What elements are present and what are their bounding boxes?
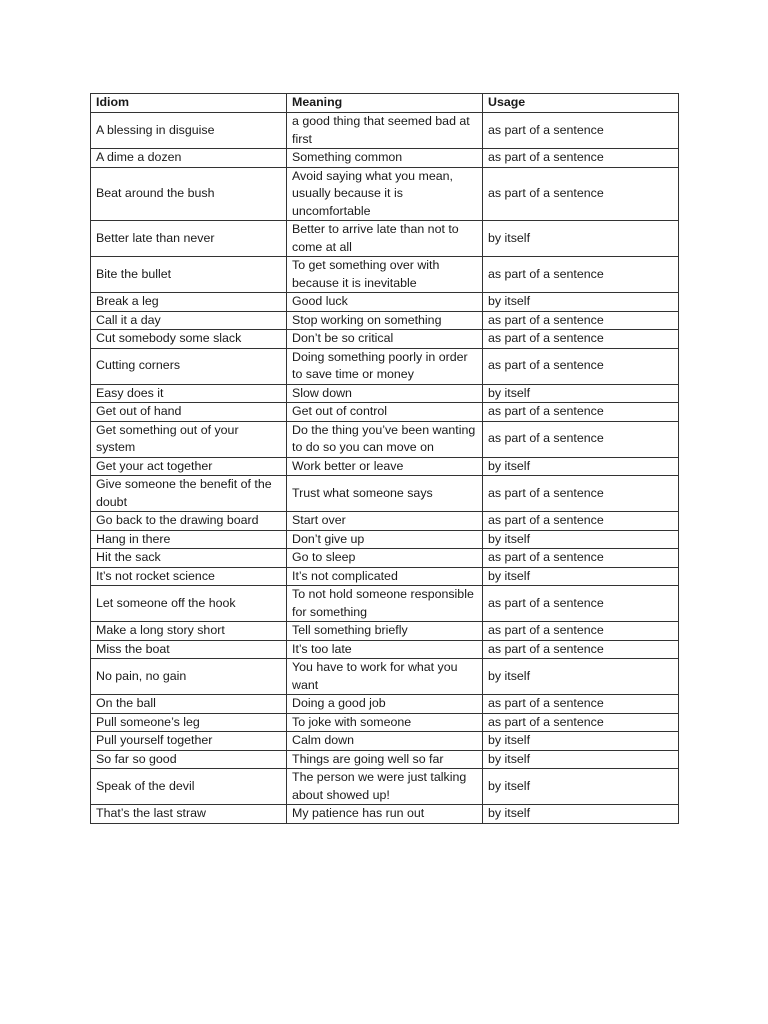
table-row (91, 530, 679, 549)
cell-idiom: Break a leg (91, 293, 287, 312)
cell-meaning: It’s not complicated (287, 567, 483, 586)
cell-meaning: To not hold someone responsible for something (287, 586, 483, 622)
table-row (91, 549, 679, 568)
cell-idiom: Bite the bullet (91, 257, 287, 293)
cell-usage: as part of a sentence (483, 622, 679, 641)
cell-idiom: Let someone off the hook (91, 586, 287, 622)
cell-idiom: On the ball (91, 695, 287, 714)
table-row (91, 221, 679, 257)
cell-meaning: Something common (287, 149, 483, 168)
cell-meaning: Don’t give up (287, 530, 483, 549)
cell-meaning: Doing something poorly in order to save time or money (287, 348, 483, 384)
table-row (91, 586, 679, 622)
cell-idiom: It’s not rocket science (91, 567, 287, 586)
cell-meaning: My patience has run out (287, 805, 483, 824)
idioms-table (90, 93, 679, 824)
cell-usage: as part of a sentence (483, 586, 679, 622)
table-row (91, 257, 679, 293)
cell-idiom: Easy does it (91, 384, 287, 403)
cell-idiom: Get out of hand (91, 403, 287, 422)
cell-usage: by itself (483, 659, 679, 695)
cell-meaning: Do the thing you’ve been wanting to do so you can move on (287, 421, 483, 457)
table-row (91, 769, 679, 805)
cell-usage: as part of a sentence (483, 512, 679, 531)
cell-meaning: Get out of control (287, 403, 483, 422)
cell-meaning: You have to work for what you want (287, 659, 483, 695)
cell-meaning: Slow down (287, 384, 483, 403)
cell-meaning: Tell something briefly (287, 622, 483, 641)
cell-usage: as part of a sentence (483, 311, 679, 330)
cell-usage: as part of a sentence (483, 640, 679, 659)
table-row (91, 622, 679, 641)
cell-idiom: So far so good (91, 750, 287, 769)
cell-meaning: To joke with someone (287, 713, 483, 732)
table-row (91, 167, 679, 221)
table-row (91, 567, 679, 586)
table-row (91, 659, 679, 695)
cell-usage: as part of a sentence (483, 257, 679, 293)
column-header-usage: Usage (483, 94, 679, 113)
column-header-idiom: Idiom (91, 94, 287, 113)
cell-meaning: Doing a good job (287, 695, 483, 714)
cell-meaning: a good thing that seemed bad at first (287, 113, 483, 149)
cell-idiom: Cutting corners (91, 348, 287, 384)
cell-usage: as part of a sentence (483, 549, 679, 568)
cell-meaning: Avoid saying what you mean, usually because it is uncomfortable (287, 167, 483, 221)
table-row (91, 293, 679, 312)
table-row (91, 348, 679, 384)
table-row (91, 421, 679, 457)
cell-idiom: Beat around the bush (91, 167, 287, 221)
cell-meaning: Work better or leave (287, 457, 483, 476)
cell-meaning: The person we were just talking about showed up! (287, 769, 483, 805)
cell-idiom: Better late than never (91, 221, 287, 257)
table-row (91, 384, 679, 403)
cell-usage: by itself (483, 567, 679, 586)
cell-idiom: Give someone the benefit of the doubt (91, 476, 287, 512)
cell-meaning: Stop working on something (287, 311, 483, 330)
cell-usage: by itself (483, 732, 679, 751)
cell-meaning: Start over (287, 512, 483, 531)
cell-idiom: Cut somebody some slack (91, 330, 287, 349)
cell-usage: by itself (483, 530, 679, 549)
cell-usage: as part of a sentence (483, 149, 679, 168)
cell-usage: as part of a sentence (483, 713, 679, 732)
cell-idiom: Hang in there (91, 530, 287, 549)
cell-idiom: Miss the boat (91, 640, 287, 659)
cell-usage: as part of a sentence (483, 348, 679, 384)
table-row (91, 695, 679, 714)
table-row (91, 805, 679, 824)
cell-meaning: Good luck (287, 293, 483, 312)
cell-idiom: Go back to the drawing board (91, 512, 287, 531)
table-row (91, 457, 679, 476)
cell-usage: by itself (483, 457, 679, 476)
cell-idiom: Hit the sack (91, 549, 287, 568)
table-row (91, 512, 679, 531)
table-row (91, 330, 679, 349)
cell-idiom: A dime a dozen (91, 149, 287, 168)
table-row (91, 113, 679, 149)
table-row (91, 750, 679, 769)
cell-usage: by itself (483, 293, 679, 312)
cell-idiom: A blessing in disguise (91, 113, 287, 149)
cell-meaning: Don’t be so critical (287, 330, 483, 349)
cell-usage: as part of a sentence (483, 476, 679, 512)
cell-idiom: Pull yourself together (91, 732, 287, 751)
table-row (91, 476, 679, 512)
cell-idiom: Speak of the devil (91, 769, 287, 805)
cell-usage: by itself (483, 221, 679, 257)
cell-usage: as part of a sentence (483, 113, 679, 149)
cell-usage: as part of a sentence (483, 695, 679, 714)
table-header-row (91, 94, 679, 113)
table-row (91, 640, 679, 659)
cell-usage: by itself (483, 750, 679, 769)
table-row (91, 311, 679, 330)
table-row (91, 403, 679, 422)
cell-idiom: Make a long story short (91, 622, 287, 641)
cell-idiom: Get something out of your system (91, 421, 287, 457)
cell-usage: as part of a sentence (483, 421, 679, 457)
table-body (91, 113, 679, 824)
cell-usage: by itself (483, 384, 679, 403)
table-row (91, 149, 679, 168)
cell-usage: as part of a sentence (483, 403, 679, 422)
cell-meaning: Calm down (287, 732, 483, 751)
cell-meaning: It’s too late (287, 640, 483, 659)
cell-meaning: Go to sleep (287, 549, 483, 568)
cell-idiom: No pain, no gain (91, 659, 287, 695)
cell-idiom: That’s the last straw (91, 805, 287, 824)
cell-meaning: Better to arrive late than not to come at all (287, 221, 483, 257)
table-row (91, 732, 679, 751)
cell-usage: as part of a sentence (483, 330, 679, 349)
cell-idiom: Pull someone’s leg (91, 713, 287, 732)
cell-meaning: To get something over with because it is inevitable (287, 257, 483, 293)
cell-idiom: Get your act together (91, 457, 287, 476)
cell-meaning: Trust what someone says (287, 476, 483, 512)
cell-usage: as part of a sentence (483, 167, 679, 221)
cell-usage: by itself (483, 769, 679, 805)
cell-meaning: Things are going well so far (287, 750, 483, 769)
table-row (91, 713, 679, 732)
column-header-meaning: Meaning (287, 94, 483, 113)
cell-usage: by itself (483, 805, 679, 824)
cell-idiom: Call it a day (91, 311, 287, 330)
